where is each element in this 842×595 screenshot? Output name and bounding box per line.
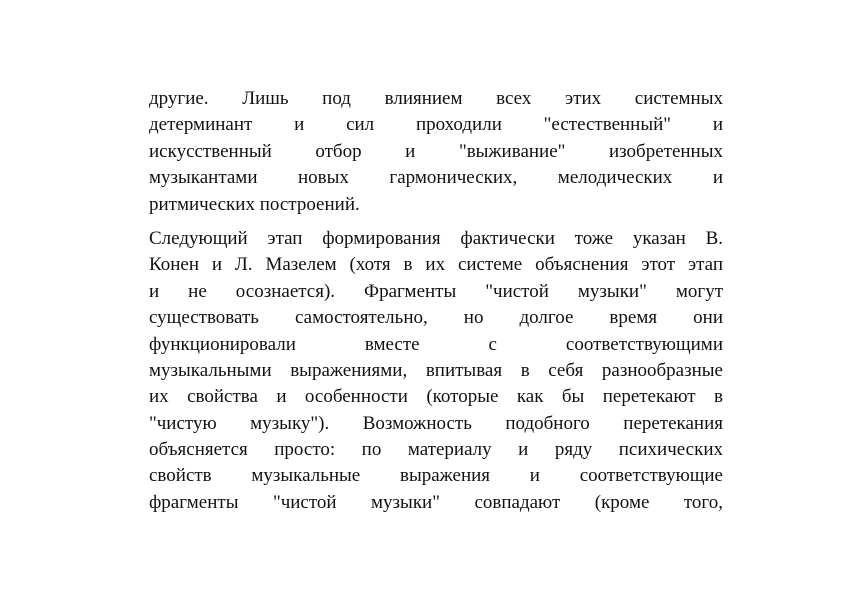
text-line: музыкантами новых гармонических, мелодических и <box>149 167 723 189</box>
text-line: другие. Лишь под влиянием всех этих системных <box>149 88 723 109</box>
text-line: детерминант и сил проходили "естественный" и <box>149 114 723 136</box>
text-line: "чистую музыку"). Возможность подобного перетекания <box>149 412 723 434</box>
text-line: функционировали вместе с соответствующими <box>149 333 723 355</box>
text-line: Конен и Л. Мазелем (хотя в их системе объяснения этот этап <box>149 254 723 276</box>
text-line: фрагменты "чистой музыки" совпадают (кроме того, <box>149 491 723 513</box>
text-line: свойств музыкальные выражения и соответствующие <box>149 465 723 487</box>
text-line: музыкальными выражениями, впитывая в себя разнообразные <box>149 359 723 381</box>
paragraph-1 <box>149 86 723 218</box>
text-line: ритмических построений. <box>149 193 360 215</box>
text-line: существовать самостоятельно, но долгое время они <box>149 307 723 329</box>
paragraph-2 <box>149 226 723 516</box>
paragraph-spacer <box>149 218 723 226</box>
text-line: объясняется просто: по материалу и ряду психических <box>149 439 723 461</box>
document-text <box>149 86 723 516</box>
text-line: Следующий этап формирования фактически тоже указан В. <box>149 227 723 249</box>
text-line: искусственный отбор и "выживание" изобретенных <box>149 140 723 162</box>
text-line: и не осознается). Фрагменты "чистой музыки" могут <box>149 280 723 302</box>
text-line: их свойства и особенности (которые как бы перетекают в <box>149 386 723 408</box>
